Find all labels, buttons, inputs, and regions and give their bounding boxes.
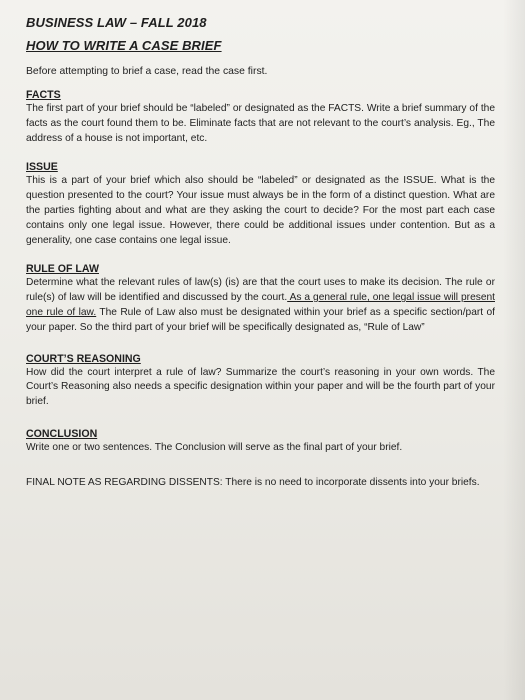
reasoning-heading: COURT’S REASONING bbox=[26, 352, 141, 365]
final-note bbox=[26, 476, 495, 491]
section-courts-reasoning bbox=[26, 352, 495, 410]
conclusion-heading: CONCLUSION bbox=[26, 427, 98, 440]
rule-heading: RULE OF LAW bbox=[26, 263, 99, 276]
rule-text-underlined: As a general rule, one legal issue will present one rule of law. bbox=[26, 292, 495, 318]
section-rule-of-law bbox=[26, 262, 495, 335]
section-issue bbox=[26, 160, 495, 248]
conclusion-text: Write one or two sentences. The Conclusion will serve as the final part of your brief. bbox=[26, 441, 403, 453]
final-note-text: There is no need to incorporate dissents into your briefs. bbox=[222, 476, 480, 488]
rule-text-before: Determine what the relevant rules of law(s) (is) are that the court uses to make its decision. The rule or rule(s) of law will be identified and discussed by the court. bbox=[26, 277, 495, 304]
facts-heading: FACTS bbox=[26, 89, 61, 101]
rule-text-after: The Rule of Law also must be designated within your brief as a specific section/part of your paper. So the third part of your brief will be specifically designated as, “Rule of Law” bbox=[26, 306, 495, 333]
intro-text: Before attempting to brief a case, read the case first. bbox=[26, 66, 268, 77]
issue-heading: ISSUE bbox=[26, 161, 58, 174]
section-conclusion bbox=[26, 427, 495, 456]
issue-text: This is a part of your brief which also should be “labeled” or designated as the ISSUE. What is the question presented to the court? Your issue must always be in the form of a distinct question. What are the parties fighting about and what are they asking the court to decide? For the most part each case contains only one legal issue. However, there could be additional issues under contention. But as a generality, one case contains one legal issue. bbox=[26, 175, 495, 246]
final-note-label: FINAL NOTE AS REGARDING DISSENTS: bbox=[26, 476, 223, 488]
reasoning-text: How did the court interpret a rule of law? Summarize the court’s reasoning in your own words. The Court’s Reasoning also needs a specific designation within your paper and will be the fourth part of your brief. bbox=[26, 366, 495, 408]
course-title: BUSINESS LAW – FALL 2018 bbox=[26, 15, 207, 30]
document-title: HOW TO WRITE A CASE BRIEF bbox=[26, 38, 222, 53]
section-facts bbox=[26, 88, 495, 146]
page-shadow bbox=[503, 0, 525, 700]
facts-text: The first part of your brief should be “labeled” or designated as the FACTS. Write a brief summary of the facts as the court found them to be. Eliminate facts that are not relevant to the court’s analysis. Eg., The address of a house is not important, etc. bbox=[26, 103, 495, 144]
rule-text bbox=[26, 276, 495, 335]
